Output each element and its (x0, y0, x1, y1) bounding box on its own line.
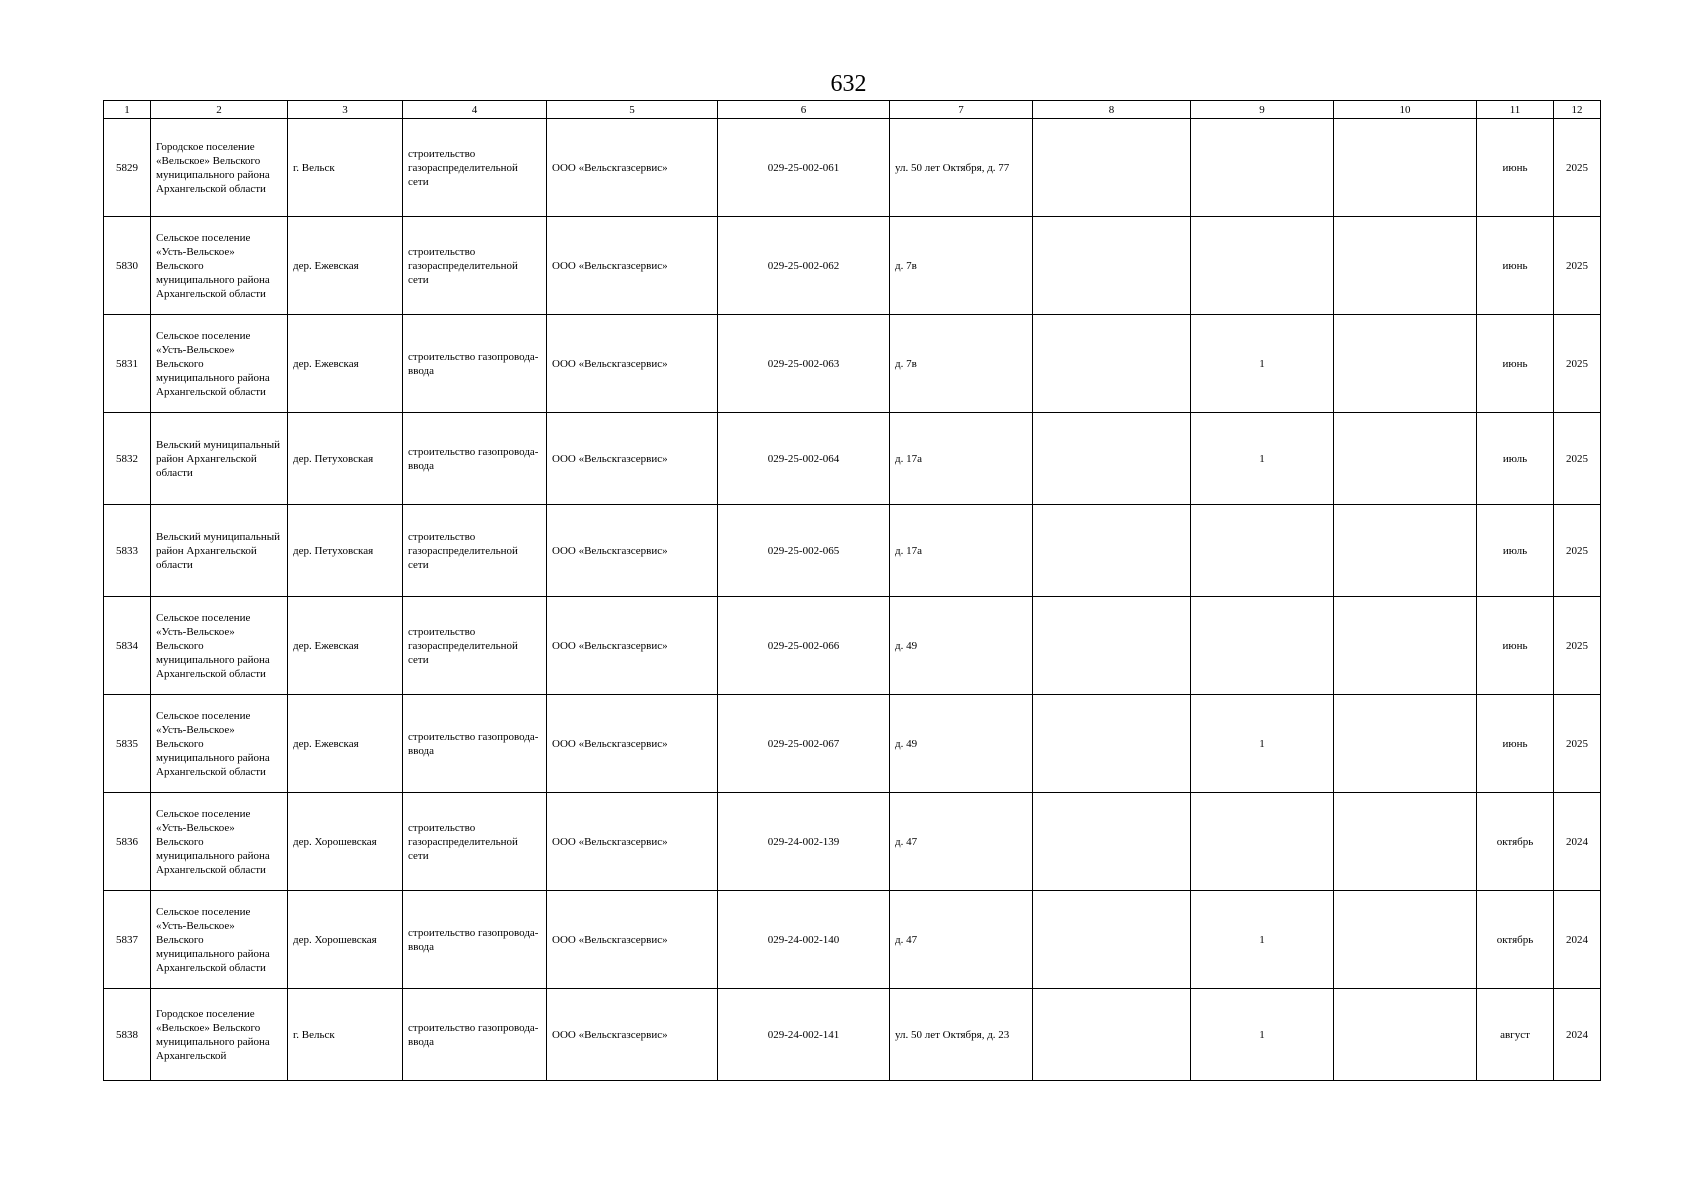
code-cell: 029-25-002-064 (718, 413, 890, 505)
year-cell: 2024 (1554, 989, 1601, 1081)
settlement-cell: дер. Хорошевская (288, 891, 403, 989)
code-cell: 029-24-002-139 (718, 793, 890, 891)
municipality-cell: Сельское поселение «Усть-Вельское» Вельского муниципального района Архангельской области (151, 793, 288, 891)
month-cell: июнь (1477, 217, 1554, 315)
municipality-cell: Вельский муниципальный район Архангельской области (151, 505, 288, 597)
work-type-cell: строительство газораспределительной сети (403, 505, 547, 597)
work-type-cell: строительство газопровода-ввода (403, 989, 547, 1081)
col8-cell (1033, 597, 1191, 695)
settlement-cell: дер. Хорошевская (288, 793, 403, 891)
settlement-cell: дер. Ежевская (288, 695, 403, 793)
month-cell: октябрь (1477, 891, 1554, 989)
col10-cell (1334, 597, 1477, 695)
data-table (103, 100, 1601, 1081)
table-row (104, 793, 1601, 891)
col10-cell (1334, 793, 1477, 891)
row-number-cell: 5830 (104, 217, 151, 315)
work-type-cell: строительство газопровода-ввода (403, 413, 547, 505)
column-header: 10 (1334, 101, 1477, 119)
address-cell: д. 47 (890, 793, 1033, 891)
table-row (104, 505, 1601, 597)
address-cell: ул. 50 лет Октября, д. 23 (890, 989, 1033, 1081)
col10-cell (1334, 891, 1477, 989)
row-number-cell: 5835 (104, 695, 151, 793)
header-row (104, 101, 1601, 119)
organization-cell: ООО «Вельскгазсервис» (547, 597, 718, 695)
year-cell: 2025 (1554, 119, 1601, 217)
month-cell: июль (1477, 413, 1554, 505)
address-cell: ул. 50 лет Октября, д. 77 (890, 119, 1033, 217)
row-number-cell: 5838 (104, 989, 151, 1081)
municipality-cell: Сельское поселение «Усть-Вельское» Вельского муниципального района Архангельской области (151, 597, 288, 695)
col9-cell: 1 (1191, 695, 1334, 793)
row-number-cell: 5832 (104, 413, 151, 505)
col9-cell: 1 (1191, 891, 1334, 989)
organization-cell: ООО «Вельскгазсервис» (547, 891, 718, 989)
column-header: 1 (104, 101, 151, 119)
month-cell: июнь (1477, 597, 1554, 695)
work-type-cell: строительство газопровода-ввода (403, 695, 547, 793)
municipality-cell: Сельское поселение «Усть-Вельское» Вельского муниципального района Архангельской области (151, 315, 288, 413)
year-cell: 2025 (1554, 505, 1601, 597)
col10-cell (1334, 413, 1477, 505)
work-type-cell: строительство газораспределительной сети (403, 597, 547, 695)
organization-cell: ООО «Вельскгазсервис» (547, 989, 718, 1081)
year-cell: 2025 (1554, 315, 1601, 413)
address-cell: д. 49 (890, 695, 1033, 793)
table-row (104, 217, 1601, 315)
column-header: 12 (1554, 101, 1601, 119)
year-cell: 2025 (1554, 597, 1601, 695)
code-cell: 029-25-002-066 (718, 597, 890, 695)
work-type-cell: строительство газораспределительной сети (403, 793, 547, 891)
code-cell: 029-24-002-141 (718, 989, 890, 1081)
code-cell: 029-25-002-062 (718, 217, 890, 315)
col8-cell (1033, 217, 1191, 315)
organization-cell: ООО «Вельскгазсервис» (547, 119, 718, 217)
municipality-cell: Сельское поселение «Усть-Вельское» Вельского муниципального района Архангельской области (151, 217, 288, 315)
col10-cell (1334, 505, 1477, 597)
municipality-cell: Городское поселение «Вельское» Вельского муниципального района Архангельской (151, 989, 288, 1081)
month-cell: июнь (1477, 695, 1554, 793)
work-type-cell: строительство газораспределительной сети (403, 217, 547, 315)
table-header (104, 101, 1601, 119)
col8-cell (1033, 891, 1191, 989)
organization-cell: ООО «Вельскгазсервис» (547, 695, 718, 793)
address-cell: д. 17а (890, 413, 1033, 505)
col10-cell (1334, 315, 1477, 413)
table-row (104, 315, 1601, 413)
row-number-cell: 5829 (104, 119, 151, 217)
table-row (104, 413, 1601, 505)
organization-cell: ООО «Вельскгазсервис» (547, 505, 718, 597)
organization-cell: ООО «Вельскгазсервис» (547, 793, 718, 891)
month-cell: июль (1477, 505, 1554, 597)
col9-cell (1191, 119, 1334, 217)
col8-cell (1033, 793, 1191, 891)
settlement-cell: дер. Петуховская (288, 505, 403, 597)
row-number-cell: 5831 (104, 315, 151, 413)
address-cell: д. 17а (890, 505, 1033, 597)
work-type-cell: строительство газопровода-ввода (403, 315, 547, 413)
table-row (104, 119, 1601, 217)
col8-cell (1033, 505, 1191, 597)
row-number-cell: 5837 (104, 891, 151, 989)
code-cell: 029-25-002-065 (718, 505, 890, 597)
month-cell: июнь (1477, 315, 1554, 413)
column-header: 6 (718, 101, 890, 119)
col8-cell (1033, 315, 1191, 413)
address-cell: д. 49 (890, 597, 1033, 695)
row-number-cell: 5834 (104, 597, 151, 695)
settlement-cell: дер. Ежевская (288, 315, 403, 413)
settlement-cell: дер. Ежевская (288, 597, 403, 695)
address-cell: д. 7в (890, 217, 1033, 315)
month-cell: август (1477, 989, 1554, 1081)
year-cell: 2025 (1554, 695, 1601, 793)
column-header: 11 (1477, 101, 1554, 119)
col8-cell (1033, 695, 1191, 793)
col8-cell (1033, 413, 1191, 505)
settlement-cell: г. Вельск (288, 119, 403, 217)
address-cell: д. 7в (890, 315, 1033, 413)
col10-cell (1334, 217, 1477, 315)
table-body (104, 119, 1601, 1081)
code-cell: 029-25-002-063 (718, 315, 890, 413)
month-cell: октябрь (1477, 793, 1554, 891)
work-type-cell: строительство газопровода-ввода (403, 891, 547, 989)
col10-cell (1334, 119, 1477, 217)
year-cell: 2024 (1554, 793, 1601, 891)
col8-cell (1033, 989, 1191, 1081)
table-row (104, 891, 1601, 989)
col9-cell: 1 (1191, 989, 1334, 1081)
organization-cell: ООО «Вельскгазсервис» (547, 217, 718, 315)
settlement-cell: дер. Ежевская (288, 217, 403, 315)
column-header: 9 (1191, 101, 1334, 119)
column-header: 2 (151, 101, 288, 119)
col10-cell (1334, 695, 1477, 793)
col9-cell (1191, 505, 1334, 597)
col9-cell: 1 (1191, 315, 1334, 413)
page-number: 632 (830, 71, 867, 97)
code-cell: 029-24-002-140 (718, 891, 890, 989)
settlement-cell: г. Вельск (288, 989, 403, 1081)
col8-cell (1033, 119, 1191, 217)
col9-cell (1191, 217, 1334, 315)
address-cell: д. 47 (890, 891, 1033, 989)
table-row (104, 597, 1601, 695)
municipality-cell: Городское поселение «Вельское» Вельского муниципального района Архангельской области (151, 119, 288, 217)
year-cell: 2024 (1554, 891, 1601, 989)
year-cell: 2025 (1554, 217, 1601, 315)
code-cell: 029-25-002-061 (718, 119, 890, 217)
col9-cell (1191, 597, 1334, 695)
table-row (104, 695, 1601, 793)
col9-cell (1191, 793, 1334, 891)
municipality-cell: Вельский муниципальный район Архангельской области (151, 413, 288, 505)
column-header: 8 (1033, 101, 1191, 119)
column-header: 4 (403, 101, 547, 119)
row-number-cell: 5833 (104, 505, 151, 597)
column-header: 3 (288, 101, 403, 119)
work-type-cell: строительство газораспределительной сети (403, 119, 547, 217)
organization-cell: ООО «Вельскгазсервис» (547, 413, 718, 505)
col9-cell: 1 (1191, 413, 1334, 505)
column-header: 5 (547, 101, 718, 119)
col10-cell (1334, 989, 1477, 1081)
settlement-cell: дер. Петуховская (288, 413, 403, 505)
municipality-cell: Сельское поселение «Усть-Вельское» Вельского муниципального района Архангельской области (151, 695, 288, 793)
municipality-cell: Сельское поселение «Усть-Вельское» Вельского муниципального района Архангельской области (151, 891, 288, 989)
month-cell: июнь (1477, 119, 1554, 217)
row-number-cell: 5836 (104, 793, 151, 891)
organization-cell: ООО «Вельскгазсервис» (547, 315, 718, 413)
table-row (104, 989, 1601, 1081)
year-cell: 2025 (1554, 413, 1601, 505)
column-header: 7 (890, 101, 1033, 119)
code-cell: 029-25-002-067 (718, 695, 890, 793)
